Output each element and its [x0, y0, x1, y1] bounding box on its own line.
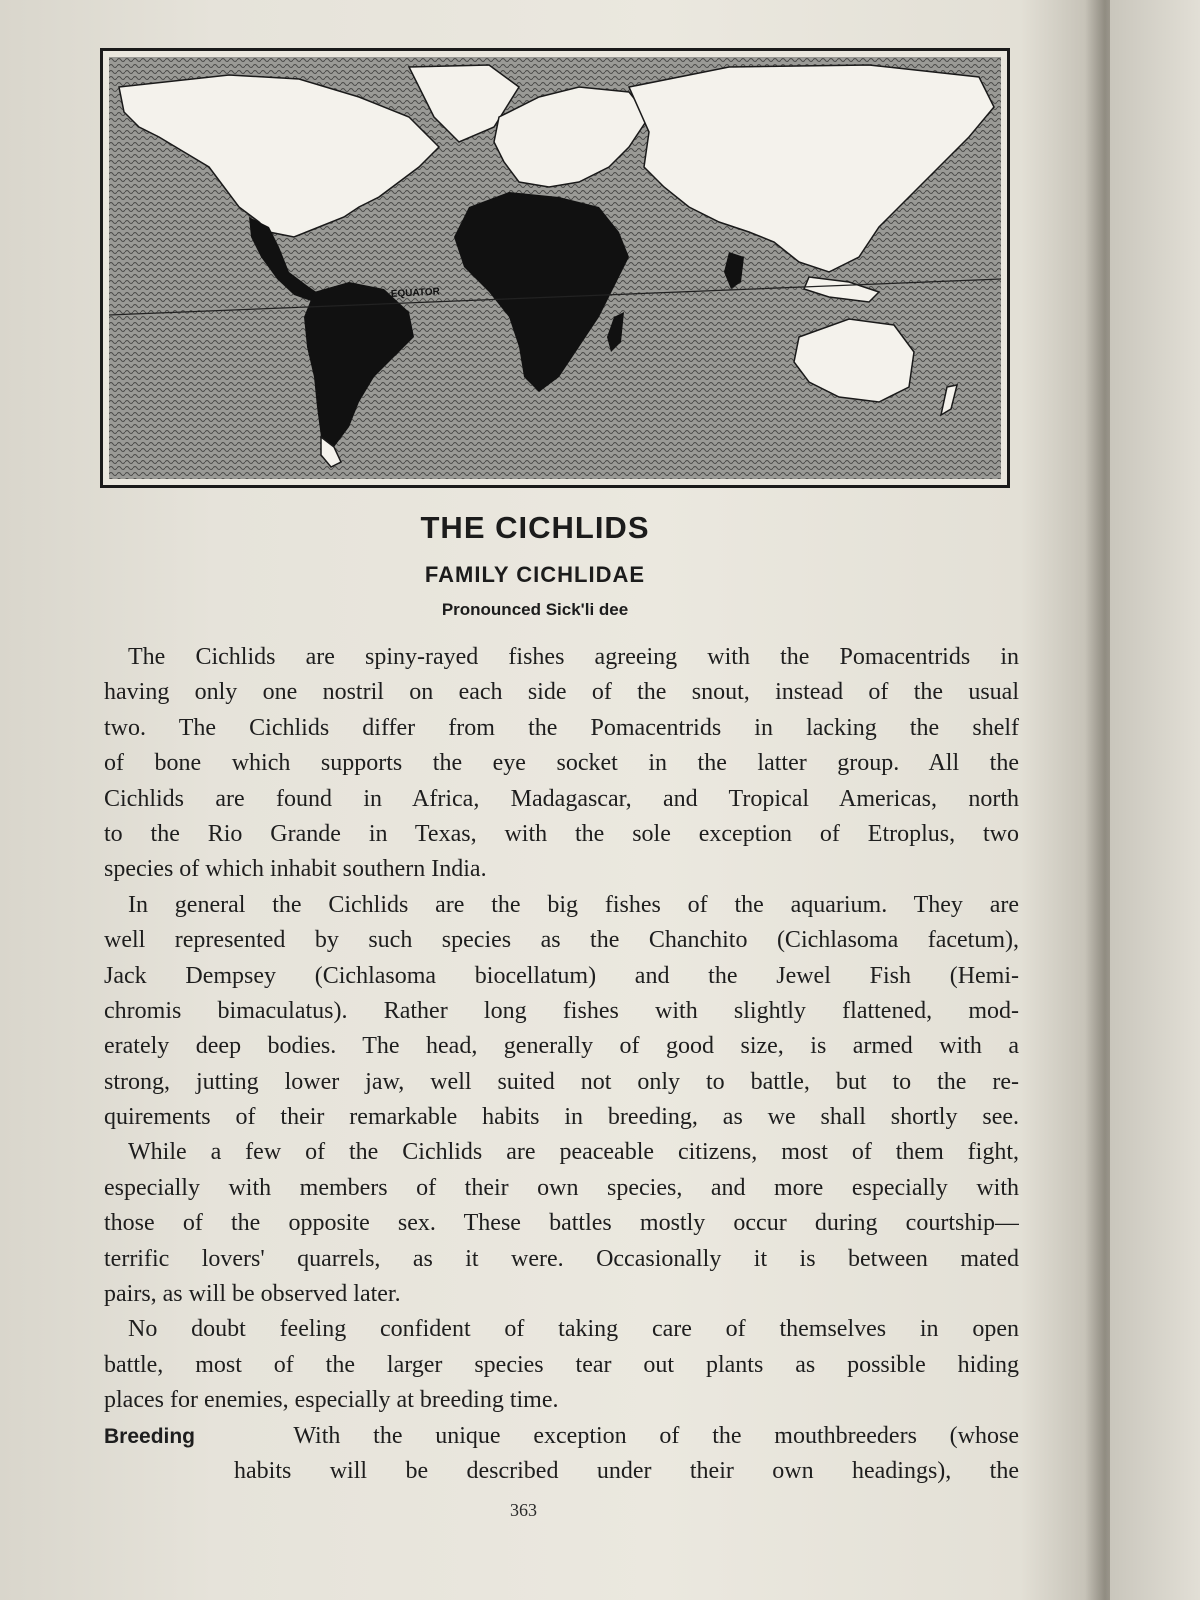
breeding-text-2: habits will be described under their own headings), the: [234, 1457, 1019, 1484]
text-line: well represented by such species as the Chanchito (Cichlasoma facetum),: [104, 927, 1019, 954]
text-line: While a few of the Cichlids are peaceable citizens, most of them fight,: [128, 1139, 1019, 1166]
facing-page-edge: [1110, 0, 1200, 1600]
equator-label: EQUATOR: [390, 286, 441, 300]
body-text: [104, 640, 1019, 1489]
text-line: chromis bimaculatus). Rather long fishes with slightly flattened, mod-: [104, 997, 1019, 1024]
text-line: pairs, as will be observed later.: [104, 1281, 401, 1308]
text-line: battle, most of the larger species tear out plants as possible hiding: [104, 1351, 1019, 1378]
family-subtitle: FAMILY CICHLIDAE: [424, 562, 646, 587]
text-line: strong, jutting lower jaw, well suited not only to battle, but to the re-: [104, 1068, 1019, 1095]
world-map-svg: [109, 57, 1001, 479]
text-line: In general the Cichlids are the big fishes of the aquarium. They are: [128, 891, 1019, 918]
text-line: especially with members of their own species, and more especially with: [104, 1174, 1019, 1201]
text-line: places for enemies, especially at breeding time.: [104, 1387, 559, 1414]
page-number: 363: [510, 1500, 537, 1520]
text-line: to the Rio Grande in Texas, with the sole exception of Etroplus, two: [104, 820, 1019, 847]
text-line: erately deep bodies. The head, generally of good size, is armed with a: [104, 1033, 1019, 1060]
text-line: quirements of their remarkable habits in breeding, as we shall shortly see.: [104, 1104, 1019, 1131]
text-line: The Cichlids are spiny-rayed fishes agreeing with the Pomacentrids in: [128, 644, 1019, 670]
text-line: of bone which supports the eye socket in the latter group. All the: [104, 750, 1019, 777]
breeding-text-1: With the unique exception of the mouthbreeders (whose: [293, 1422, 1019, 1449]
text-line: Cichlids are found in Africa, Madagascar, and Tropical Americas, north: [104, 785, 1019, 812]
breeding-line-1: [104, 1419, 1019, 1454]
text-line: two. The Cichlids differ from the Pomacentrids in lacking the shelf: [104, 714, 1019, 741]
text-line: those of the opposite sex. These battles mostly occur during courtship—: [104, 1210, 1019, 1237]
pronunciation: Pronounced Sick'li dee: [441, 600, 629, 619]
text-line: having only one nostril on each side of the snout, instead of the usual: [104, 679, 1019, 706]
text-line: terrific lovers' quarrels, as it were. Occasionally it is between mated: [104, 1245, 1019, 1272]
breeding-sidehead: Breeding: [104, 1424, 196, 1448]
text-line: species of which inhabit southern India.: [104, 856, 487, 883]
text-line: No doubt feeling confident of taking care of themselves in open: [128, 1316, 1019, 1343]
distribution-map: [100, 48, 1010, 488]
text-line: Jack Dempsey (Cichlasoma biocellatum) and the Jewel Fish (Hemi-: [104, 962, 1019, 989]
breeding-line-2: [104, 1454, 1019, 1489]
page-title: THE CICHLIDS: [420, 510, 650, 545]
